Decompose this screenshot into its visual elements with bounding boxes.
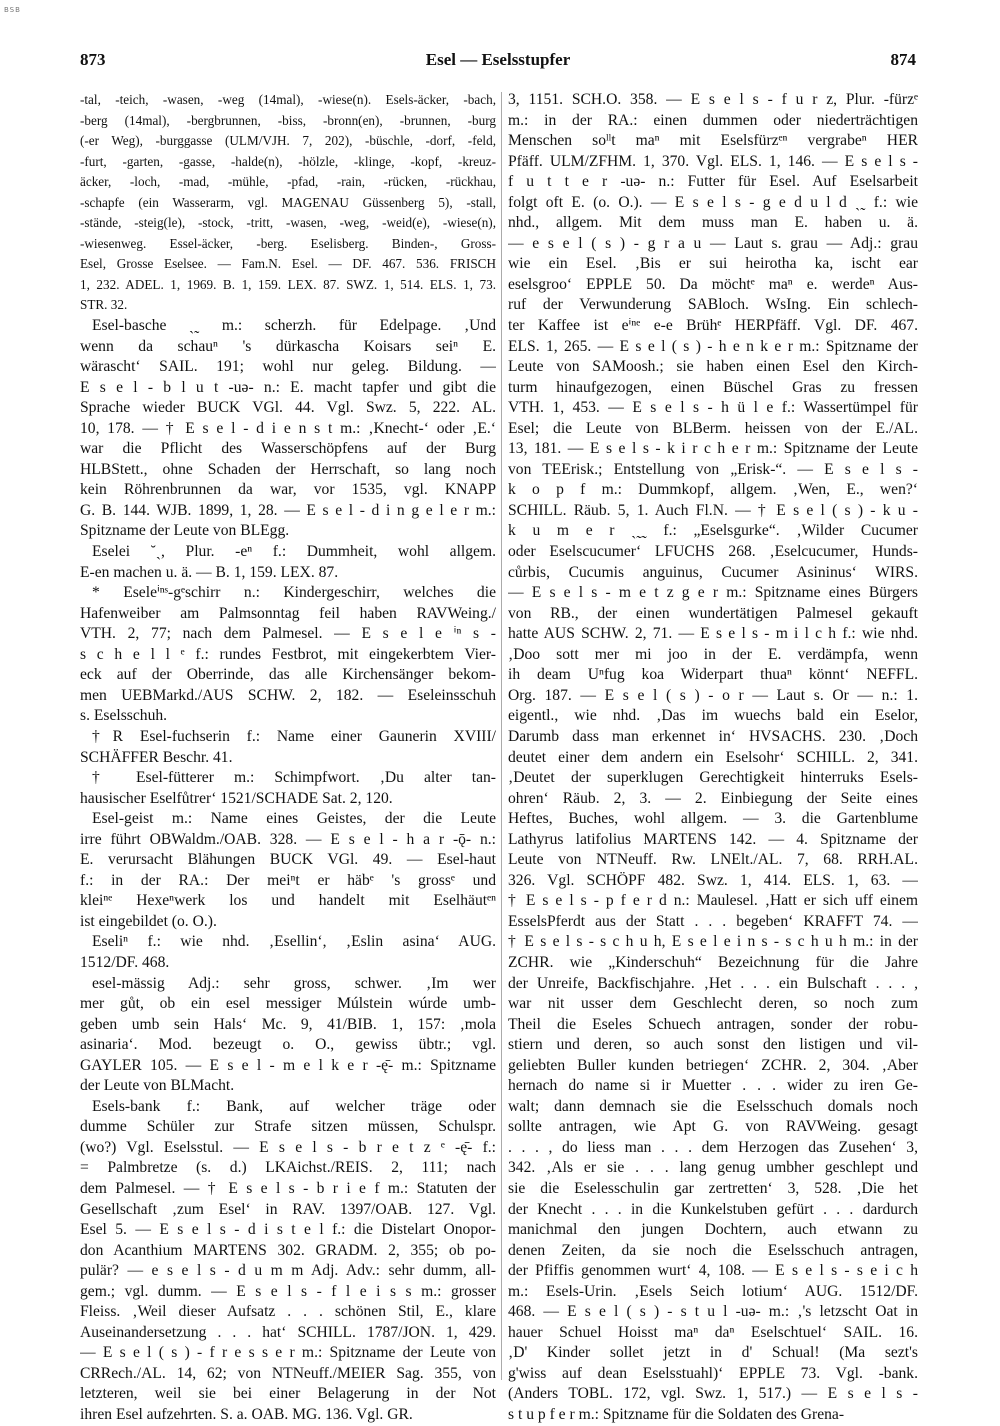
text-line: CRRech./AL. 14, 62; von NTNeuff./MEIER Sag. 355, von [80,1364,496,1382]
text-line: hatte AUS SCHW. 2, 71. — E s e l s - m i l c h f.: wie nhd. [508,625,918,643]
text-line: ruf der Verwunderung SABloch. WsIng. Ein schlech- [508,296,918,314]
text-line: irre führt OBWaldm./OAB. 328. — E s e l - h a r -ǭ- n.: [80,830,496,848]
text-line: von TEErisk.; Entstellung von „Erisk-“. — E s e l s - [508,460,918,478]
text-line: eck auf der Oberrinde, das alle Kirchensänger bekom- [80,666,496,684]
column-divider [501,92,502,1380]
text-line: hausischer Eselfůtrerʻ 1521/SCHADE Sat. 2, 120. [80,789,393,807]
text-line: Esel-basche ˏ˷ m.: scherzh. für Edelpage. ‚Und [92,317,496,335]
text-line: walt; dann demnach sie die Eselsschuch domals noch [508,1097,918,1115]
text-line: men UEBMarkd./AUS SCHW. 2, 182. — Eseleinsschuh [80,686,496,704]
text-line: m.: in der RA.: einen dummen oder niederträchtigen [508,111,918,129]
text-line: E s e l - b l u t -uə- n.: E. macht tapfer und gibt die [80,378,496,396]
text-line: E-en machen u. ä. — B. 1, 159. LEX. 87. [80,563,339,581]
text-line: SCHÄFFER Beschr. 41. [80,748,233,766]
text-line: der Knecht . . . in die Kunkelstuben gefürt . . . dardurch [508,1200,918,1218]
text-line: wäraschtʻ SAIL. 191; wohl nur geleg. Bildung. — [80,358,496,376]
text-line: ‚Doo sott mer mi joo in der E. verdämpfa, wenn [508,645,918,663]
text-line: GAYLER 105. — E s e l - m e l k e r -ę̄- m.: Spitzname [80,1056,496,1074]
text-line: sollte antragen, wie Apt G. von RAVWeing. gesagt [508,1118,918,1136]
text-line: ter Kaffee ist eⁱⁿᵉ e-e Brühᵉ HERPfäff. Vgl. DF. 467. [508,317,918,335]
text-line: cůrbis, Cucumis anguinus, Cucumer Asininusʻ WIRS. [508,563,918,581]
text-line: Esel; die Leute von BLBerm. heissen von der E./AL. [508,419,918,437]
text-line: -berg (14mal), -bergbrunnen, -biss, -bronn(en), -brunnen, -burg [80,112,496,128]
text-line: der Pfiffis genommen wurtʻ 4, 108. — E s e l s - s e i c h [508,1262,918,1280]
text-line: Eseliⁿ f.: wie nhd. ‚Esellinʻ, ‚Eslin asinaʻ AUG. [92,933,496,951]
text-line: Sprache wieder BUCK VGl. 44. Vgl. Swz. 5, 222. AL. [80,399,496,417]
text-line: äcker, -loch, -mad, -mühle, -pfad, -rain, -rücken, -rückhau, [80,174,496,190]
text-line: — E s e l s - m e t z g e r m.: Spitzname eines Bürgers [508,584,918,602]
text-line: 1, 232. ADEL. 1, 1969. B. 1, 159. LEX. 87. SWZ. 1, 514. ELS. 1, 73. [80,276,496,292]
text-line: — E s e l ( s ) - f r e s s e r m.: Spitzname der Leute von [80,1344,496,1362]
text-line: † E s e l s - p f e r d n.: Maulesel. ‚Hatt er sich uff einem [508,892,918,910]
library-stamp: BSB [4,6,21,14]
text-line: oder Eselscucumerʻ LFUCHS 268. ‚Eselcucumer, Hunds- [508,543,918,561]
text-line: Menschen soˡˡt maⁿ mit Eselsfürzᵉⁿ vergrabeⁿ HER [508,132,918,150]
text-line: pulär? — e s e l s - d u m m Adj. Adv.: sehr dumm, all- [80,1262,496,1280]
text-line: VTH. 1, 453. — E s e l s - h ü l e f.: Wassertümpel für [508,399,918,417]
text-line: HLBStett., ohne Schaden der Herrschaft, so lang noch [80,460,496,478]
text-line: (Anders TOBL. 172, vgl. Swz. 1, 517.) — E s e l s - [508,1385,918,1403]
text-line: Spitzname der Leute von BLEgg. [80,522,290,540]
text-line: dem Palmesel. — † E s e l s - b r i e f m.: Statuten der [80,1179,496,1197]
text-line: turm hinaufgezogen, einen Büschel Gras zu fressen [508,378,918,396]
text-line: ‚D' Kinder sollet jetzt in d' Schual! (Ma sezt's [508,1344,918,1362]
text-line: Fleiss. ‚Weil dieser Aufsatz . . . schönen Stil, E., klare [80,1303,496,1321]
text-line: s c h e l l ᵉ f.: rundes Festbrot, mit eingekerbtem Vier- [80,645,496,663]
text-line: 468. — E s e l ( s ) - s t u l -uə- m.: ‚'s letzscht Oat in [508,1303,918,1321]
text-line: ohrenʻ Räub. 2, 3. — 2. Einbiegung der Seite eines [508,789,918,807]
text-line: (wo?) Vgl. Eselsstul. — E s e l s - b r e t z ᵉ -ę̄- f.: [80,1138,496,1156]
text-line: manichmal den jungen Dochtern, auch etwann zu [508,1221,918,1239]
text-line: f u t t e r -uə- n.: Futter für Esel. Auf Eselsarbeit [508,173,918,191]
text-line: s t u p f e r m.: Spitzname für die Soldaten des Grena- [508,1406,845,1423]
text-line: der Unreife, Backfischjahre. ‚Het . . . ein Bulschaft . . . , [508,974,918,992]
text-line: letzteren, weil sie bei einer Belagerung in der Not [80,1385,496,1403]
text-line: m.: Esels-Urin. ‚Esels Seich lotiumʻ AUG. 1512/DF. [508,1282,918,1300]
text-line: esel-mässig Adj.: sehr gross, schwer. ‚Im wer [92,974,496,992]
text-line: nhd., allgem. Mit dem muss man E. haben u. ä. [508,214,918,232]
text-line: Theil die Eseles Schuech antragen, sonder der robu- [508,1015,918,1033]
text-line: g'wiss auf dean Eselsstuahl)ʻ EPPLE 73. Vgl. -bank. [508,1364,918,1382]
text-line: 1512/DF. 468. [80,953,170,971]
text-line: -stände, -steig(le), -stock, -tritt, -wasen, -weg, -weid(e), -wiese(n), [80,215,496,231]
text-line: stiern und deren, so auch sonst den listigen und vil- [508,1036,918,1054]
page-number-right: 874 [890,50,916,69]
text-line: Darumb dass man erkennet inʻ HVSACHS. 230. ‚Doch [508,727,918,745]
text-line: kein Röhrenbrunnen da war, vor 1535, vgl. KNAPP [80,481,496,499]
text-line: deutet einer dem andern ein Eselsohrʻ SCHILL. 2, 341. [508,748,918,766]
text-line: asinariaʻ. Mod. bezeugt o. O., gewiss übtr.; vgl. [80,1036,496,1054]
text-line: kleiⁿᵉ Hexeⁿwerk los und handelt mit Eselhäutᵉⁿ [80,892,496,910]
text-line: Hafenweiber am Palmsonntag feil haben RAVWeing./ [80,604,496,622]
text-line: mer gůt, ob ein esel messiger Múlstein wúrde umb- [80,995,496,1013]
text-line: ‚Deutet der superklugen Gerechtigkeit hinterruks Esels- [508,769,918,787]
text-line: ZCHR. wie „Kinderschuh“ Bezeichnung für die Jahre [508,953,918,971]
text-line: ist eingebildet (o. O.). [80,912,217,930]
text-line: 326. Vgl. SCHÖPF 482. Swz. 1, 414. ELS. 1, 63. — [508,871,918,889]
text-line: 13, 181. — E s e l s - k i r c h e r m.: Spitzname der Leute [508,440,918,458]
text-line: SCHILL. Räub. 5, 1. Auch Fl.N. — † E s e l ( s ) - k u - [508,501,918,519]
text-line: von RB., der einen wundertätigen Palmesel gekauft [508,604,918,622]
text-line: -tal, -teich, -wasen, -weg (14mal), -wiese(n). Esels-äcker, -bach, [80,92,496,107]
text-line: Auseinandersetzung . . . hatʻ SCHILL. 1787/JON. 1, 429. [80,1323,496,1341]
text-line: hauer Schuel Hoisst maⁿ daⁿ Eselschtuelʻ SAIL. 16. [508,1323,918,1341]
text-line: G. B. 144. WJB. 1899, 1, 28. — E s e l - d i n g e l e r m.: [80,501,496,519]
text-line: †R Esel-fuchserin f.: Name einer Gaunerin XVIII/ [92,727,496,745]
text-line: ELS. 1, 265. — E s e l ( s ) - h e n k e r m.: Spitzname der [508,337,918,355]
text-line: ih deam Uⁿfug koa Widerpart thuaⁿ könntʻ NEFFL. [508,666,918,684]
text-line: E. verursacht Blähungen BUCK VGl. 49. — Esel-haut [80,851,496,869]
text-line: f.: in der RA.: Der meiⁿt er häbᵉ 's grossᵉ und [80,871,496,889]
text-line: † Esel-fütterer m.: Schimpfwort. ‚Du alter tan- [92,769,496,787]
text-line: eigentl., wie nhd. ‚Das im wuechs bald ein Eselor, [508,707,918,725]
text-line: geben umb sein Halsʻ Mc. 9, 41/BIB. 1, 157: ‚mola [80,1015,496,1033]
text-line: eselsgrooʻ EPPLE 50. Da möchtᵉ maⁿ e. werdeⁿ Aus- [508,275,918,293]
text-line: dumme Schüler zur Strafe sitzen müssen, Schulspr. [80,1118,496,1136]
text-line: don Acanthium MARTENS 302. GRADM. 2, 355; ob po- [80,1241,496,1259]
text-line: Org. 187. — E s e l ( s ) - o r — Laut s. Or — n.: 1. [508,686,918,704]
text-line: Eselei ˘ˏ, Plur. -eⁿ f.: Dummheit, wohl allgem. [92,543,496,561]
text-line: Esels-bank f.: Bank, auf welcher träge oder [92,1097,496,1115]
left-column [80,90,496,1426]
text-line: war nit usser dem Geschlecht deren, so noch zum [508,995,918,1013]
text-line: (-er Weg), -burggasse (ULM/VJH. 7, 202), -büschle, -dorf, -feld, [80,133,496,149]
text-line: 3, 1151. SCH.O. 358. — E s e l s - f u r z, Plur. -fürzᵉ [508,91,918,108]
page-header [80,50,916,72]
text-line: geliebten Buller kunden betriegenʻ ZCHR. 2, 304. ‚Aber [508,1056,918,1074]
text-line: hernach do name si ir Muetter . . . wider zu iren Ge- [508,1077,918,1095]
text-line: wie ein Esel. ‚Bis er sui heirotha ka, ischt ear [508,255,918,273]
text-line: Esel 5. — E s e l s - d i s t e l f.: die Distelart Onopor- [80,1221,496,1239]
text-line: Leute von NTNeuff. Rw. LNElt./AL. 7, 68. RRH.AL. [508,851,918,869]
text-line: s. Eselsschuh. [80,707,168,725]
text-line: der Leute von BLMacht. [80,1077,235,1095]
text-line: war die Pflicht des Wasserschöpfens auf der Burg [80,440,496,458]
text-line: — e s e l ( s ) - g r a u — Laut s. grau — Adj.: grau [508,234,918,252]
text-line: Gesellschaft ‚zum Eselʻ in RAV. 1397/OAB. 127. Vgl. [80,1200,496,1218]
text-line: Esel, Grosse Eselsee. — Fam.N. Esel. — DF. 467. 536. FRISCH [80,256,496,272]
text-line: k u m e r ˏ˷˷ f.: „Eselsgurke“. ‚Wilder Cucumer [508,522,918,540]
text-line: -wiesenweg. Essel-äcker, -berg. Eselisberg. Binden-, Gross- [80,235,496,251]
text-line: * Eseleⁱⁿˢ-gᵉschirr n.: Kindergeschirr, welches die [92,584,496,602]
text-line: = Palmbretze (s. d.) LKAichst./REIS. 2, 111; nach [80,1159,496,1177]
text-line: Leute von SAMoosh.; sie haben einen Esel den Kirch- [508,358,918,376]
text-line: . . . , do liess man . . . dem Herzogen das Zusehenʻ 3, [508,1138,918,1156]
text-line: k o p f m.: Dummkopf, allgem. ‚Wen, E., wen?ʻ [508,481,918,499]
text-line: wenn da schauⁿ 's dürkascha Koisars seiⁿ E. [80,337,496,355]
text-line: Esel-geist m.: Name eines Geistes, der die Leute [92,810,496,828]
text-line: 342. ‚Als er sie . . . lang genug umbher geschlept und [508,1159,918,1177]
text-line: † E s e l s - s c h u h, E s e l e i n s - s c h u h m.: in der [508,933,918,951]
text-line: ihren Esel aufzehrten. S. a. OAB. MG. 136. Vgl. GR. [80,1406,413,1423]
text-line: sie die Eselesschulin gar zertrettenʻ 3, 528. ‚Die het [508,1179,918,1197]
text-line: Pfäff. ULM/ZFHM. 1, 370. Vgl. ELS. 1, 146. — E s e l s - [508,152,918,170]
page-title: Esel — Eselsstupfer [425,50,571,69]
page-number-left: 873 [80,50,106,69]
text-line: VTH. 2, 77; nach dem Palmesel. — E s e l e ⁱⁿ s - [80,625,496,643]
text-line: folgt oft E. (o. O.). — E s e l s - g e d u l d ˏ˷ f.: wie [508,193,918,211]
text-line: -furt, -garten, -gasse, -halde(n), -hölzle, -klinge, -kopf, -kreuz- [80,153,496,169]
text-line: EsselsPferdt aus der Statt . . . begebenʻ KRAFFT 74. — [508,912,918,930]
text-line: 10, 178. — † E s e l - d i e n s t m.: ‚Knecht-ʻ oder ‚E.ʻ [80,419,496,437]
text-line: Heftes, Buches, wohl allgem. — 3. die Gartenblume [508,810,918,828]
text-line: Lathyrus latifolius MARTENS 142. — 4. Spitzname der [508,830,918,848]
text-line: -schapfe (ein Wasserarm, vgl. MAGENAU Güssenberg 5), -stall, [80,194,496,210]
text-line: STR. 32. [80,297,128,313]
text-line: denen Zeiten, da sie noch die Eselsschuch antragen, [508,1241,918,1259]
right-column [508,90,918,1426]
text-line: gem.; vgl. dumm. — E s e l s - f l e i s s m.: grosser [80,1282,496,1300]
